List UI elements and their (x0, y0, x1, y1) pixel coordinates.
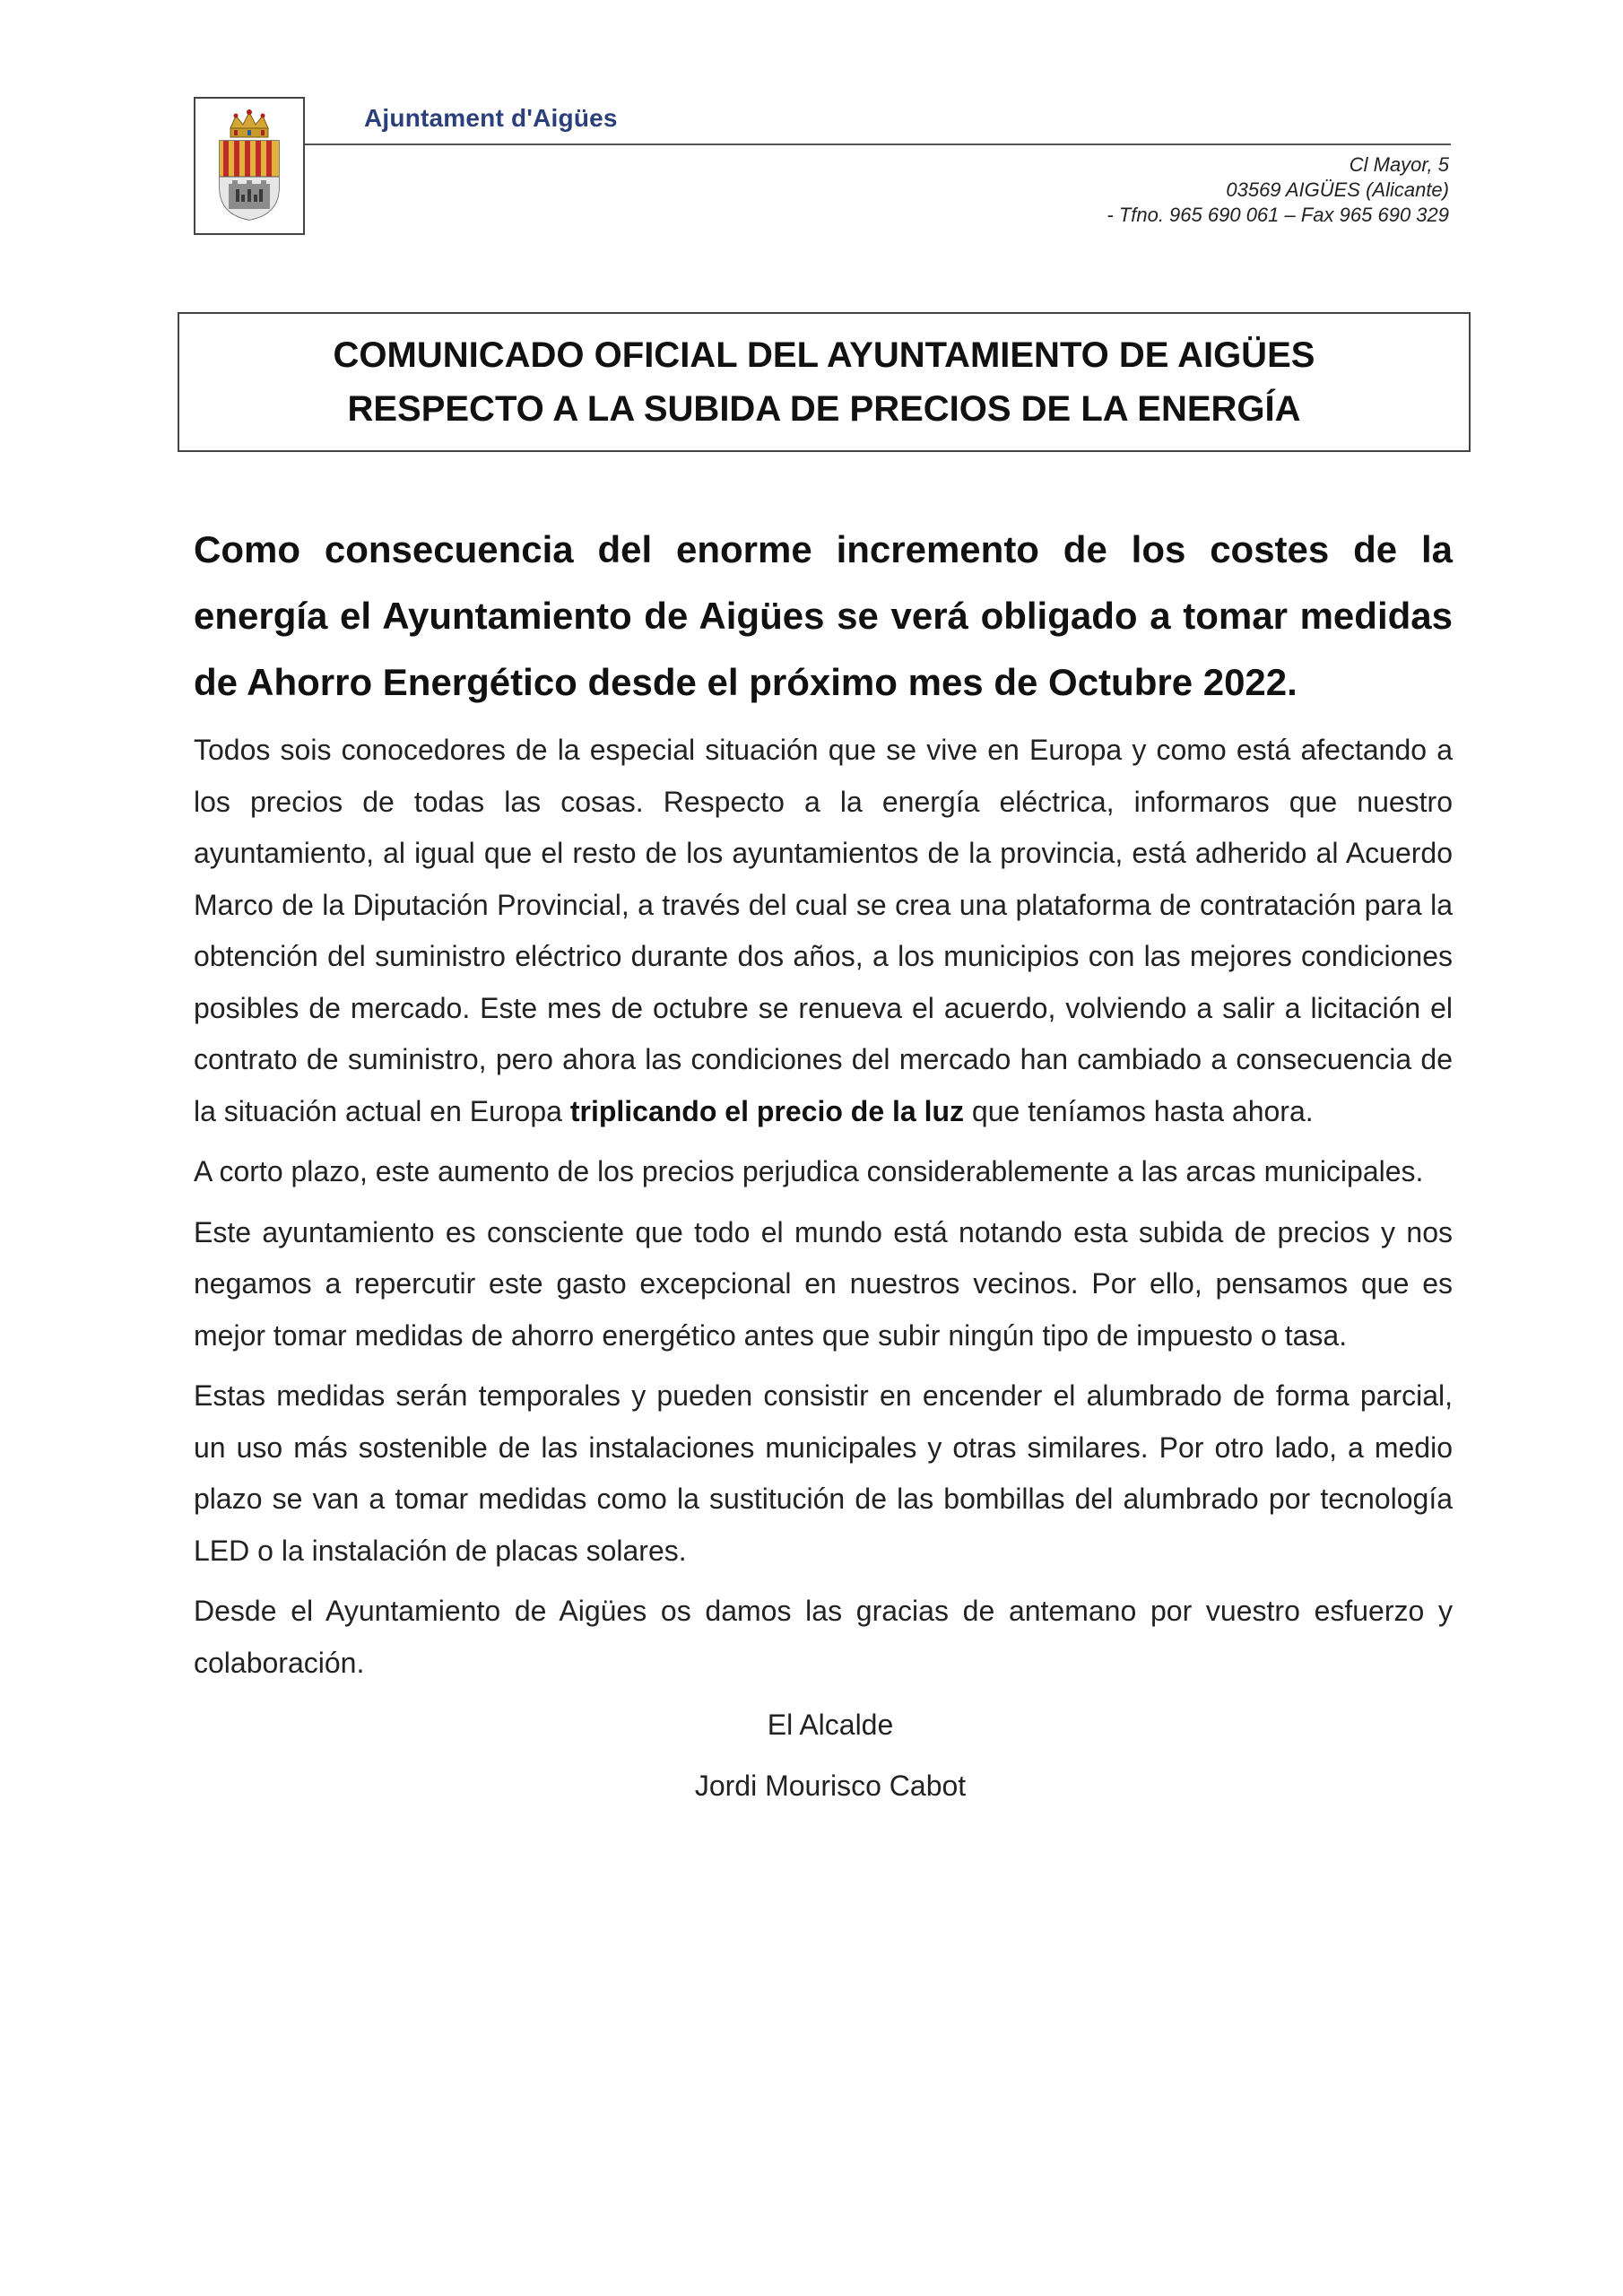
address-phone-fax: - Tfno. 965 690 061 – Fax 965 690 329 (1107, 204, 1449, 226)
header-divider (305, 144, 1451, 145)
crown-icon (230, 109, 268, 137)
paragraph-1 (194, 725, 1453, 1137)
paragraph-3: Este ayuntamiento es consciente que todo el mundo está notando esta subida de precios y nos negamos a repercutir este gasto excepcional en nuestros vecinos. Por ello, pensamos que es mejor tomar medidas de ahorro energético antes que subir ningún tipo de impuesto o tasa. (194, 1215, 1453, 1352)
organization-name: Ajuntament d'Aigües (364, 104, 618, 132)
document-body (194, 517, 1453, 1821)
title-line-2: RESPECTO A LA SUBIDA DE PRECIOS DE LA ENERGÍA (347, 389, 1301, 429)
paragraph-1-text: Todos sois conocedores de la especial situación que se vive en Europa y como está afectando a los precios de todas las cosas. Respecto a la energía eléctrica, informaros que nuestro ayuntamiento, al igual que el resto de los ayuntamientos de la provincia, está adherido al Acuerdo Marco de la Diputación Provincial, a través del cual se crea una plataforma de contratación para la obtención del suministro eléctrico durante dos años, a los municipios con las mejores condiciones posibles de mercado. Este mes de octubre se renueva el acuerdo, volviendo a salir a licitación el contrato de suministro, pero ahora las condiciones del mercado han cambiado a consecuencia de la situación actual en Europa (194, 734, 1453, 1127)
address-street: Cl Mayor, 5 (1349, 153, 1449, 176)
title-line-1: COMUNICADO OFICIAL DEL AYUNTAMIENTO DE AIGÜES (333, 335, 1315, 375)
signature-block (208, 1700, 1453, 1812)
signature-name: Jordi Mourisco Cabot (694, 1769, 967, 1802)
paragraph-4: Estas medidas serán temporales y pueden consistir en encender el alumbrado de forma parcial, un uso más sostenible de las instalaciones municipales y otras similares. Por otro lado, a medio plazo se van a tomar medidas como la sustitución de las bombillas del alumbrado por tecnología LED o la instalación de placas solares. (194, 1379, 1453, 1567)
signature-role: El Alcalde (767, 1709, 894, 1741)
address-city: 03569 AIGÜES (Alicante) (1226, 178, 1449, 201)
coat-of-arms-icon (209, 109, 290, 223)
lead-paragraph: Como consecuencia del enorme incremento de los costes de la energía el Ayuntamiento de Aigües se verá obligado a tomar medidas de Ahorro Energético desde el próximo mes de Octubre 2022. (194, 528, 1453, 703)
title-box (178, 312, 1471, 452)
paragraph-5: Desde el Ayuntamiento de Aigües os damos las gracias de antemano por vuestro esfuerzo y colaboración. (194, 1595, 1453, 1679)
paragraph-1-end: que teníamos hasta ahora. (964, 1094, 1314, 1127)
paragraph-2: A corto plazo, este aumento de los precios perjudica considerablemente a las arcas municipales. (194, 1155, 1424, 1187)
logo-frame (194, 97, 305, 235)
shield-icon (220, 141, 279, 222)
paragraph-1-emphasis: triplicando el precio de la luz (569, 1094, 965, 1127)
address-block (1107, 152, 1449, 228)
